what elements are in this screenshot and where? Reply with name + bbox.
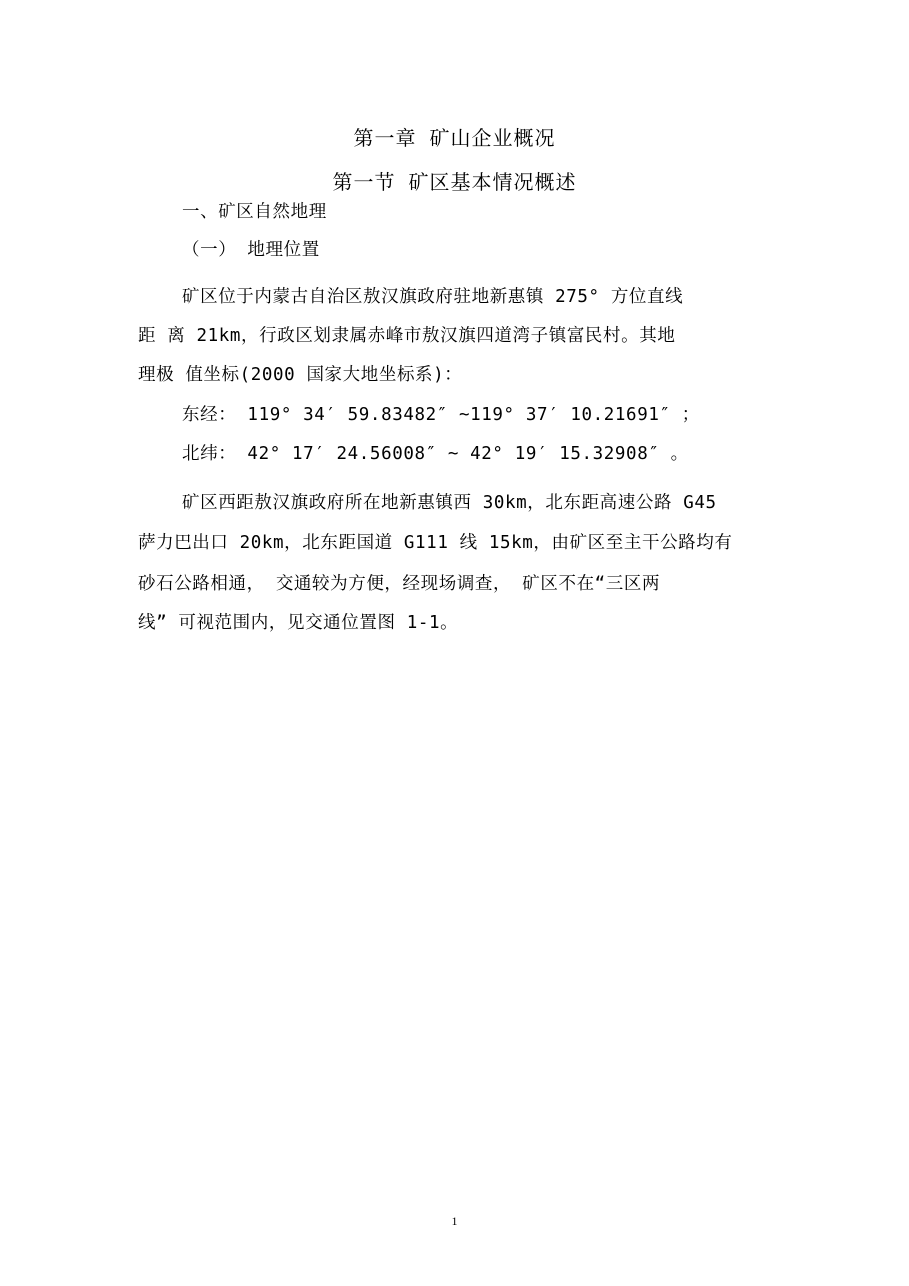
heading-natural-geography: 一、矿区自然地理 (182, 202, 327, 222)
transport-paragraph-line: 萨力巴出口 20km，北东距国道 G111 线 15km，由矿区至主干公路均有 (138, 533, 733, 553)
location-paragraph-line: 矿区位于内蒙古自治区敖汉旗政府驻地新惠镇 275° 方位直线 (182, 287, 684, 307)
longitude-range: 东经： 119° 34′ 59.83482″ ~119° 37′ 10.21691″ ； (182, 405, 700, 425)
transport-paragraph-line: 砂石公路相通， 交通较为方便，经现场调查， 矿区不在“三区两 (138, 574, 661, 594)
transport-paragraph-line: 线” 可视范围内，见交通位置图 1-1。 (138, 613, 459, 633)
chapter-title: 第一章 矿山企业概况 (353, 126, 556, 150)
heading-geographic-location: （一） 地理位置 (182, 240, 320, 260)
location-paragraph-line: 距 离 21km，行政区划隶属赤峰市敖汉旗四道湾子镇富民村。其地 (138, 326, 676, 346)
transport-paragraph-line: 矿区西距敖汉旗政府所在地新惠镇西 30km，北东距高速公路 G45 (182, 493, 717, 513)
page-number: 1 (451, 1214, 458, 1228)
location-paragraph-line: 理极 值坐标(2000 国家大地坐标系)： (138, 365, 463, 385)
section-title: 第一节 矿区基本情况概述 (332, 170, 577, 194)
latitude-range: 北纬： 42° 17′ 24.56008″ ~ 42° 19′ 15.32908″ 。 (182, 444, 689, 464)
